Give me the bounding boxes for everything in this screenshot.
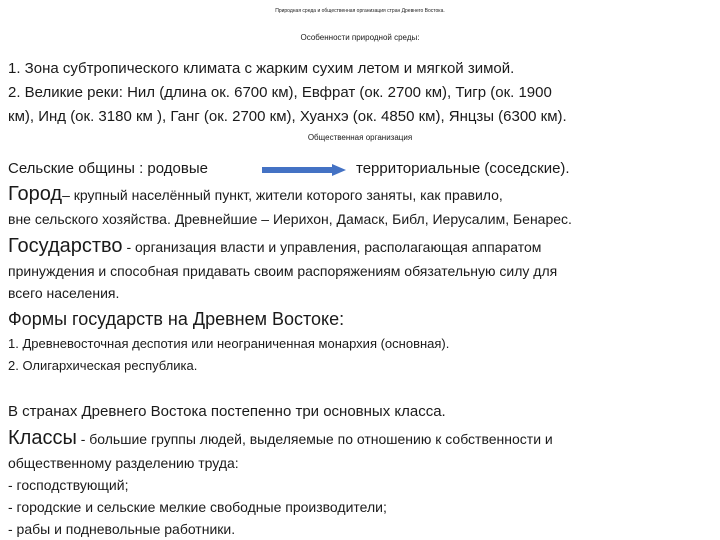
classes-term: Классы <box>8 427 77 449</box>
classes-item-ruling: - господствующий; <box>8 477 129 493</box>
city-def-cont: вне сельского хозяйства. Древнейшие – Иерихон, Дамаск, Библ, Иерусалим, Бенарес. <box>8 211 572 227</box>
nature-item-rivers: 2. Великие реки: Нил (длина ок. 6700 км), Евфрат (ок. 2700 км), Тигр (ок. 1900 <box>8 84 552 101</box>
state-definition <box>8 235 541 258</box>
society-heading: Общественная организация <box>307 133 413 142</box>
nature-item-climate: 1. Зона субтропического климата с жарким сухим летом и мягкой зимой. <box>8 60 515 77</box>
arrow-right-icon <box>262 163 346 175</box>
classes-item-producers: - городские и сельские мелкие свободные производители; <box>8 499 387 515</box>
classes-definition <box>8 427 553 450</box>
forms-heading: Формы государств на Древнем Востоке: <box>8 309 345 329</box>
slide-title: Природная среда и общественная организация стран Древнего Востока. <box>275 8 445 14</box>
communities-right: территориальные (соседские). <box>356 160 570 177</box>
communities-left: Сельские общины : родовые <box>8 160 208 177</box>
state-def-text: - организация власти и управления, располагающая аппаратом <box>122 239 542 255</box>
forms-item-republic: 2. Олигархическая республика. <box>8 358 198 373</box>
city-def-text: – крупный населённый пункт, жители которого заняты, как правило, <box>62 187 503 203</box>
classes-def-cont: общественному разделению труда: <box>8 455 239 471</box>
nature-heading: Особенности природной среды: <box>300 33 420 42</box>
city-term: Город <box>8 183 63 205</box>
classes-item-slaves: - рабы и подневольные работники. <box>8 521 236 537</box>
classes-def-text: - большие группы людей, выделяемые по отношению к собственности и <box>76 431 553 447</box>
city-definition <box>8 183 503 206</box>
nature-item-rivers-cont: км), Инд (ок. 3180 км ), Ганг (ок. 2700 км), Хуанхэ (ок. 4850 км), Янцзы (6300 км). <box>8 108 567 125</box>
classes-intro: В странах Древнего Востока постепенно три основных класса. <box>8 403 446 420</box>
state-term: Государство <box>8 235 123 257</box>
state-def-cont2: всего населения. <box>8 285 120 301</box>
forms-item-despotism: 1. Древневосточная деспотия или неограниченная монархия (основная). <box>8 336 450 351</box>
state-def-cont: принуждения и способная придавать своим распоряжениям обязательную силу для <box>8 263 558 279</box>
